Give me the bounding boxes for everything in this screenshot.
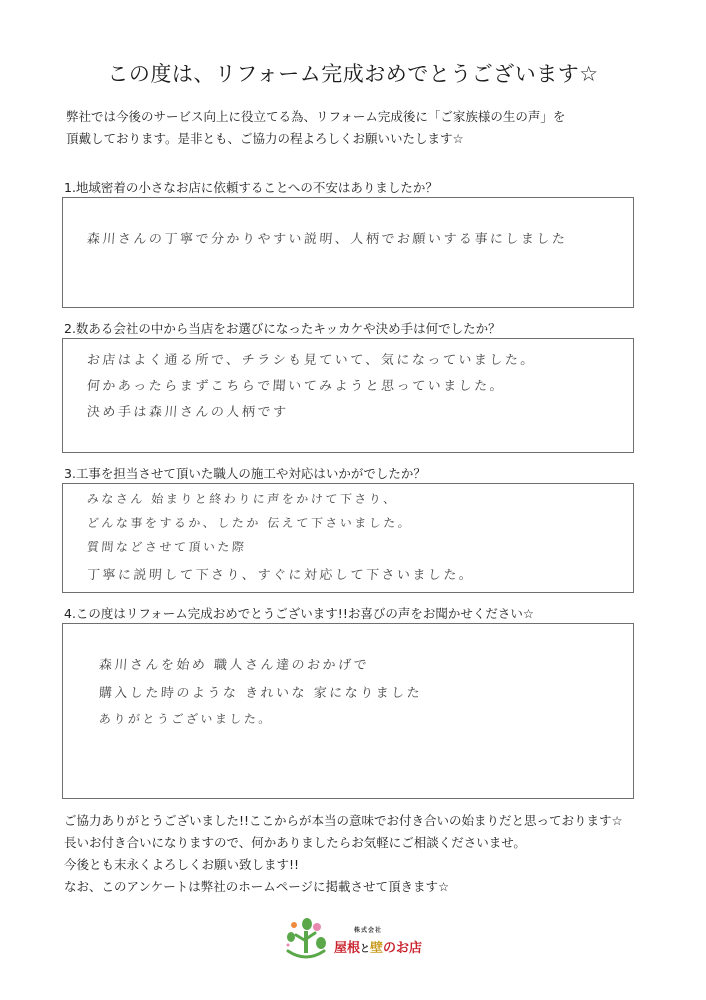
handwritten-answer-line: ありがとうございました。 <box>98 712 274 726</box>
company-name-part: と <box>360 944 371 955</box>
handwritten-answer-line: 何かあったらまずこちらで聞いてみようと思っていました。 <box>86 379 506 394</box>
company-logo <box>282 915 432 965</box>
company-name-part: のお店 <box>383 941 423 956</box>
handwritten-answer-line: 丁寧に説明して下さり、すぐに対応して下さいました。 <box>86 568 475 583</box>
closing-line: なお、このアンケートは弊社のホームページに掲載させて頂きます☆ <box>64 879 450 894</box>
handwritten-answer-line: 森川さんの丁寧で分かりやすい説明、人柄でお願いする事にしました <box>86 232 568 247</box>
handwritten-answer-line: どんな事をするか、したか 伝えて下さいました。 <box>86 516 413 530</box>
intro-line: 頂戴しております。是非とも、ご協力の程よろしくお願いいたします☆ <box>66 131 464 146</box>
closing-line: ご協力ありがとうございました!!ここからが本当の意味でお付き合いの始まりだと思っております☆ <box>64 813 623 828</box>
intro-text <box>66 106 666 150</box>
answer-box-1 <box>62 197 634 308</box>
tree-flower-logo-icon <box>282 915 330 963</box>
company-name <box>334 937 422 956</box>
handwritten-answer-line: お店はよく通る所で、チラシも見ていて、気になっていました。 <box>86 353 537 368</box>
answer-box-4 <box>62 623 634 799</box>
answer-box-3 <box>62 483 634 593</box>
handwritten-answer-line: 購入した時のような きれいな 家になりました <box>98 686 423 701</box>
handwritten-answer-line: 決め手は森川さんの人柄です <box>86 405 289 420</box>
question-2-label: 2.数ある会社の中から当店をお選びになったキッカケや決め手は何でしたか？ <box>64 321 501 336</box>
page-title: この度は、リフォーム完成おめでとうございます☆ <box>107 62 599 86</box>
intro-line: 弊社では今後のサービス向上に役立てる為、リフォーム完成後に「ご家族様の生の声」を <box>66 109 566 124</box>
closing-text <box>64 810 684 898</box>
handwritten-answer-line: みなさん 始まりと終わりに声をかけて下さり、 <box>86 492 399 506</box>
question-4-label: 4.この度はリフォーム完成おめでとうございます!!お喜びの声をお聞かせください☆ <box>64 606 535 621</box>
handwritten-answer-line: 森川さんを始め 職人さん達のおかげで <box>98 658 370 673</box>
company-name-part: 屋根 <box>334 941 361 956</box>
company-name-part: 壁 <box>370 941 384 956</box>
answer-box-2 <box>62 338 634 453</box>
handwritten-answer-line: 質問などさせて頂いた際 <box>86 540 247 554</box>
question-1-label: 1.地域密着の小さなお店に依頼することへの不安はありましたか？ <box>64 180 438 195</box>
question-3-label: 3.工事を担当させて頂いた職人の施工や対応はいかがでしたか？ <box>64 466 426 481</box>
closing-line: 長いお付き合いになりますので、何かありましたらお気軽にご相談くださいませ。 <box>64 835 526 850</box>
company-type-label: 株式会社 <box>354 927 383 934</box>
closing-line: 今後とも末永くよろしくお願い致します!! <box>64 857 300 872</box>
